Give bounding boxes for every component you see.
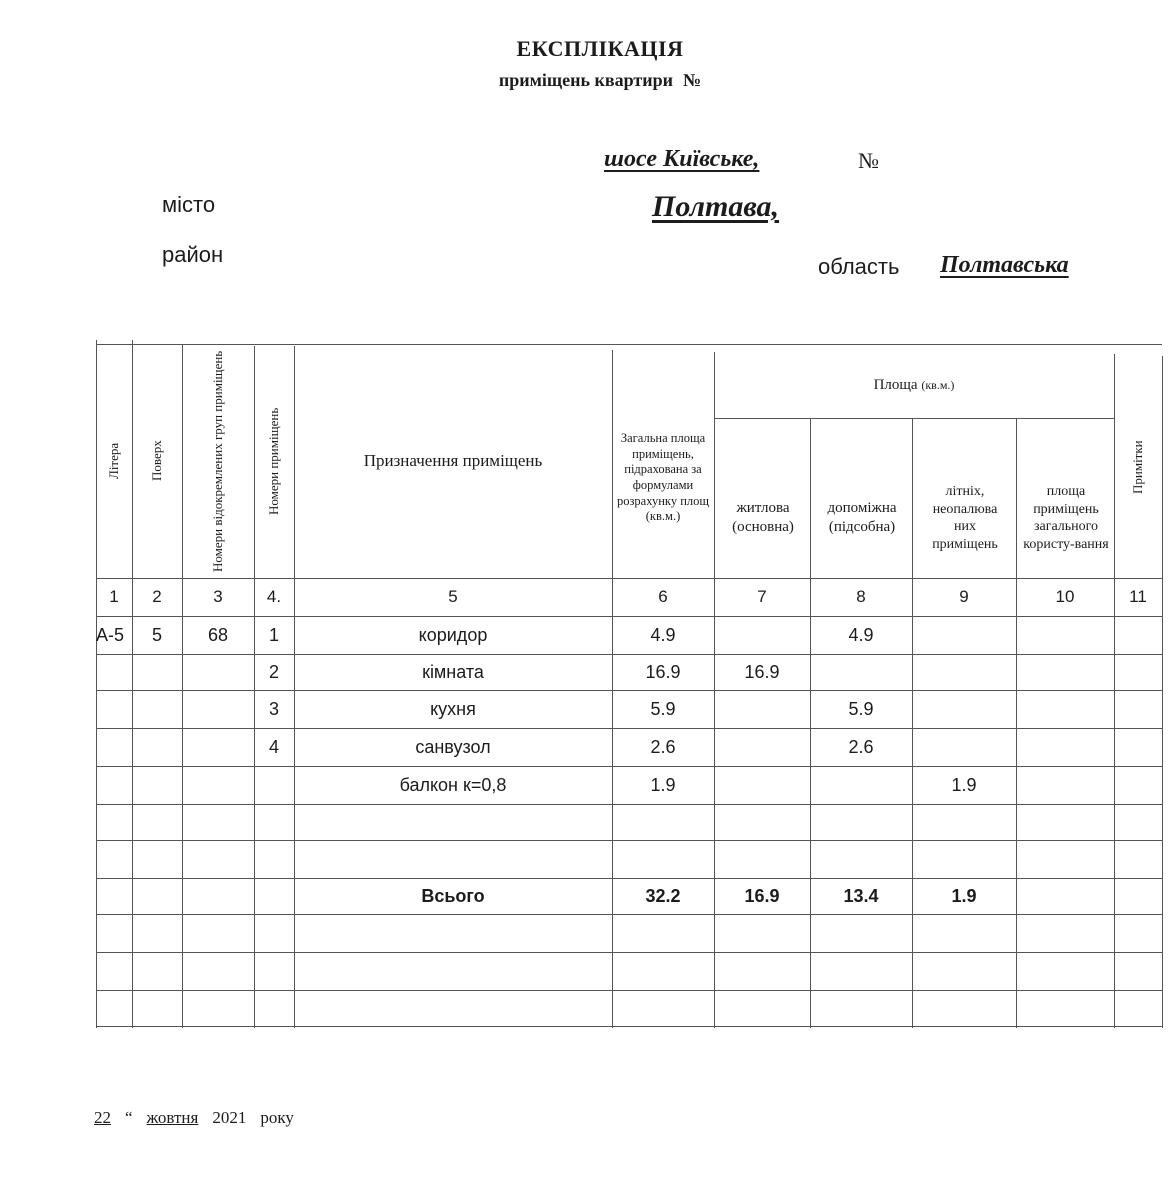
row-aux: 2.6: [848, 736, 874, 757]
date-day: 22: [94, 1108, 111, 1127]
row-purpose: коридор: [418, 624, 488, 645]
city-value: Полтава,: [652, 190, 780, 223]
apartment-number-sign: №: [682, 70, 702, 90]
header-floor: Поверх: [149, 440, 165, 482]
row-summer: 1.9: [951, 774, 977, 795]
total-summer: 1.9: [951, 885, 977, 906]
table-border-right: [1162, 356, 1163, 1028]
street-number-sign: №: [858, 148, 879, 173]
col-divider: [912, 418, 913, 1028]
row-divider: [96, 804, 1162, 805]
col-number: 1: [109, 587, 119, 606]
total-area: 32.2: [645, 885, 681, 906]
date-quote: “: [125, 1108, 133, 1127]
col-number: 6: [658, 587, 668, 606]
col-number: 4.: [266, 587, 282, 606]
row-litera: А-5: [96, 624, 125, 645]
row-room: 1: [268, 624, 279, 645]
area-group-label: Площа: [873, 376, 918, 393]
header-room-groups: Номери відокремлених груп приміщень: [210, 350, 226, 572]
district-label: район: [162, 242, 224, 267]
row-purpose: санвузол: [415, 736, 491, 757]
row-divider: [96, 952, 1162, 953]
header-area-group: [714, 352, 1114, 418]
row-total: 1.9: [650, 774, 676, 795]
col-number: 7: [757, 587, 767, 606]
total-living: 16.9: [744, 885, 780, 906]
row-room: 4: [268, 736, 279, 757]
document-date: [94, 1108, 308, 1128]
row-total: 2.6: [650, 736, 676, 757]
row-living: 16.9: [744, 661, 780, 682]
col-number: 5: [448, 587, 458, 606]
row-purpose: кімната: [422, 661, 484, 682]
row-aux: [810, 654, 912, 690]
row-living: [714, 690, 810, 728]
header-room-numbers: Номери приміщень: [266, 407, 282, 515]
header-total-area: Загальна площа приміщень, підрахована за формулами розрахунку площ (кв.м.): [616, 431, 710, 524]
city-label: місто: [162, 192, 216, 217]
area-group-unit: (кв.м.): [921, 377, 955, 392]
col-number: 8: [856, 587, 866, 606]
row-purpose: кухня: [430, 698, 476, 719]
header-purpose: Призначення приміщень: [363, 451, 543, 471]
col-number: 3: [213, 587, 223, 606]
row-room: 2: [268, 661, 279, 682]
row-room: 3: [268, 698, 279, 719]
row-divider: [96, 990, 1162, 991]
row-living: [714, 616, 810, 654]
row-divider: [96, 914, 1162, 915]
row-total: 5.9: [650, 698, 676, 719]
region-value: Полтавська: [940, 252, 1069, 278]
header-common-area: площа приміщень загального користу-вання: [1023, 484, 1109, 552]
header-notes: Примітки: [1130, 440, 1146, 494]
header-aux-area: допоміжна (підсобна): [827, 500, 897, 535]
date-year-word: року: [260, 1108, 294, 1127]
header-living-area: житлова (основна): [732, 500, 794, 535]
col-number: 11: [1129, 587, 1147, 606]
row-aux: 4.9: [848, 624, 874, 645]
header-summer-area: літніх, неопалюва них приміщень: [932, 484, 998, 552]
row-divider: [96, 840, 1162, 841]
row-summer: [912, 616, 1016, 654]
date-year: 2021: [212, 1108, 247, 1127]
total-aux: 13.4: [843, 885, 879, 906]
row-total: 4.9: [650, 624, 676, 645]
subtitle-text: приміщень квартири: [498, 70, 673, 90]
region-label: область: [818, 254, 900, 279]
document-title: ЕКСПЛІКАЦІЯ: [516, 36, 684, 61]
col-number: 2: [152, 587, 162, 606]
row-total: 16.9: [645, 661, 681, 682]
row-purpose: балкон к=0,8: [399, 774, 507, 795]
table-border-bottom: [96, 1026, 1162, 1027]
street-value: шосе Київське,: [604, 146, 760, 172]
header-litera: Літера: [106, 442, 122, 480]
col-number: 10: [1055, 587, 1075, 606]
date-month: жовтня: [146, 1108, 199, 1127]
total-label: Всього: [421, 885, 485, 906]
col-divider: [1016, 418, 1017, 1028]
row-floor: 5: [151, 624, 162, 645]
col-number: 9: [959, 587, 969, 606]
row-group: 68: [207, 624, 229, 645]
row-aux: 5.9: [848, 698, 874, 719]
